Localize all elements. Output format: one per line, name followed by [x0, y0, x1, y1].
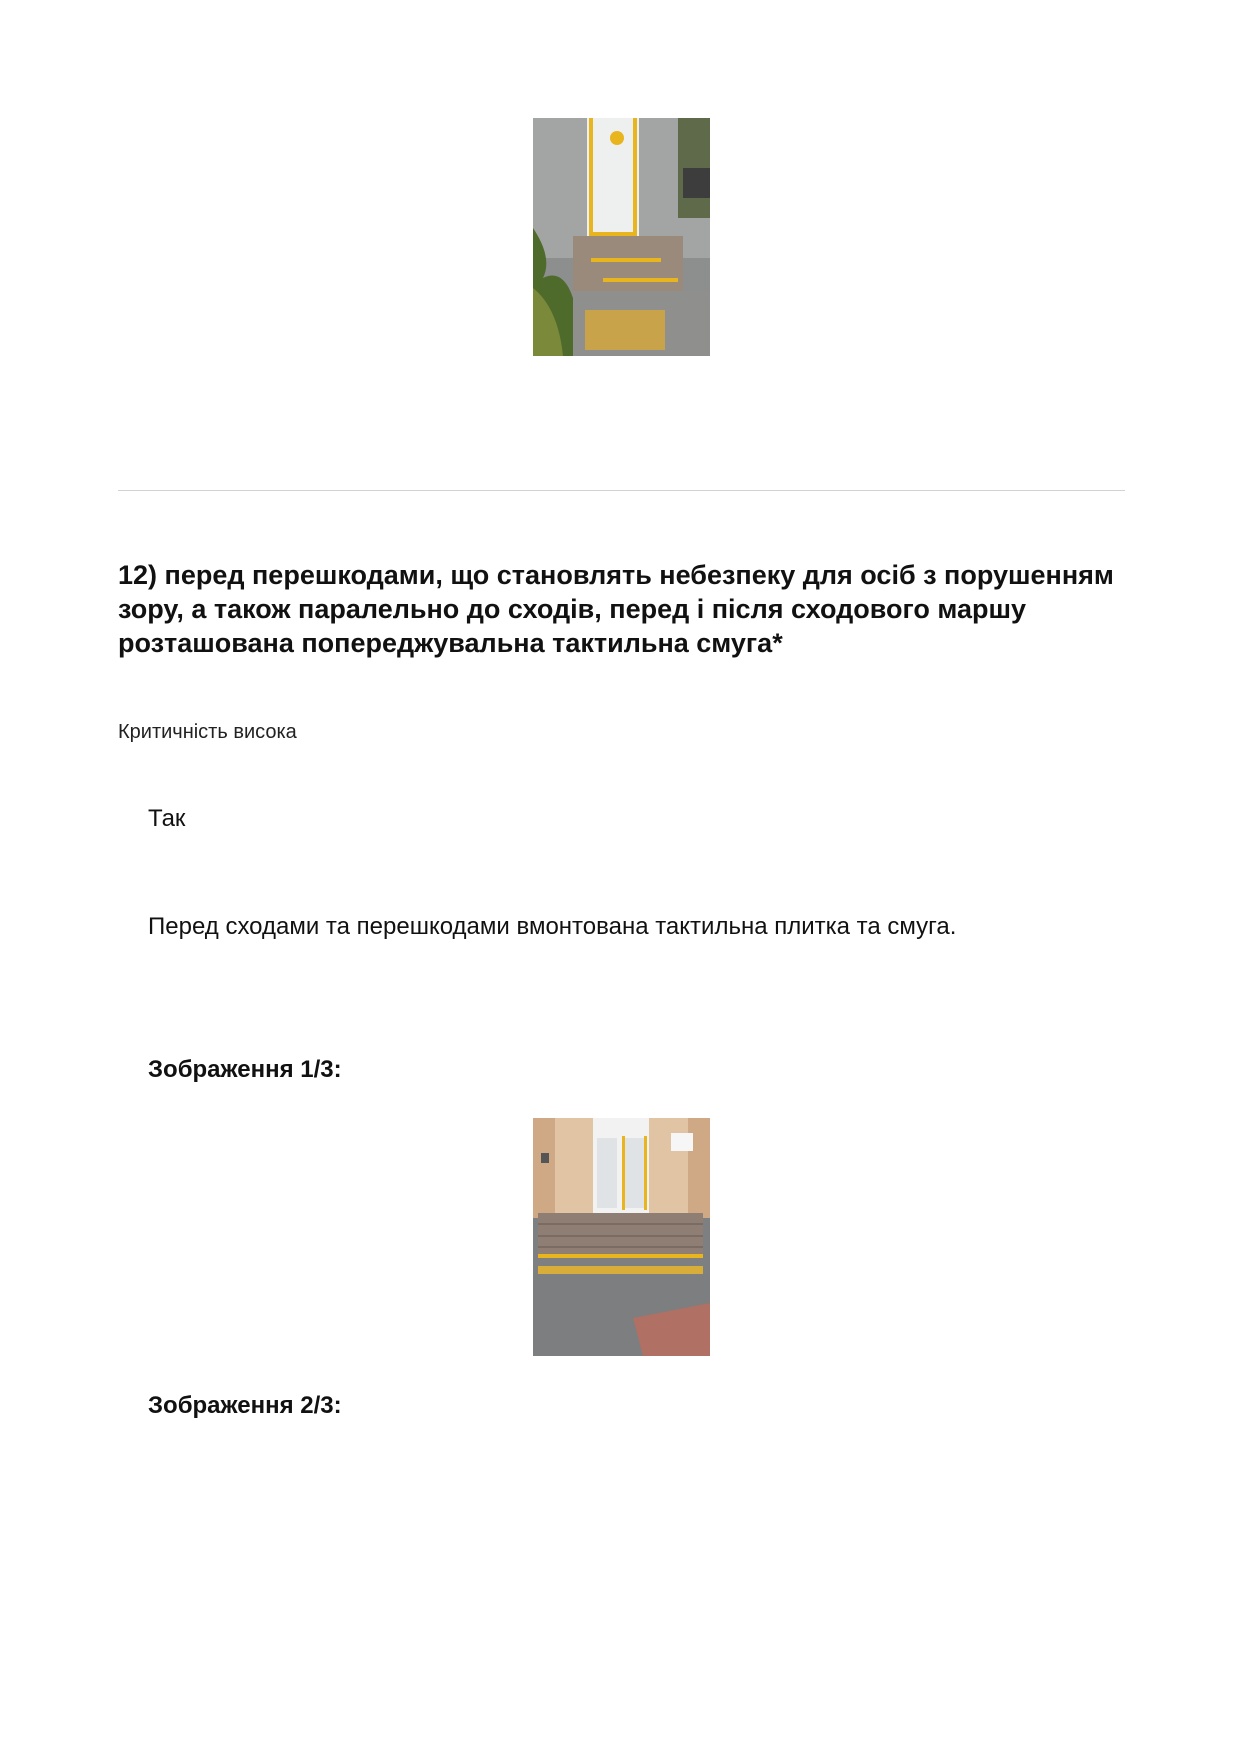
answer-comment: Перед сходами та перешкодами вмонтована тактильна плитка та смуга. — [148, 913, 957, 940]
photo-door-steps — [533, 118, 710, 356]
photo-entrance-stairs — [533, 1118, 710, 1356]
answer-value: Так — [148, 805, 186, 832]
image-label-1: Зображення 1/3: — [148, 1056, 342, 1083]
criticality-label: Критичність висока — [118, 721, 297, 743]
question-title: 12) перед перешкодами, що становлять небезпеку для осіб з порушенням зору, а також паралельно до сходів, перед і після сходового маршу розташована попереджувальна тактильна смуга* — [118, 560, 1114, 658]
image-label-2: Зображення 2/3: — [148, 1392, 342, 1419]
section-divider — [118, 490, 1125, 491]
